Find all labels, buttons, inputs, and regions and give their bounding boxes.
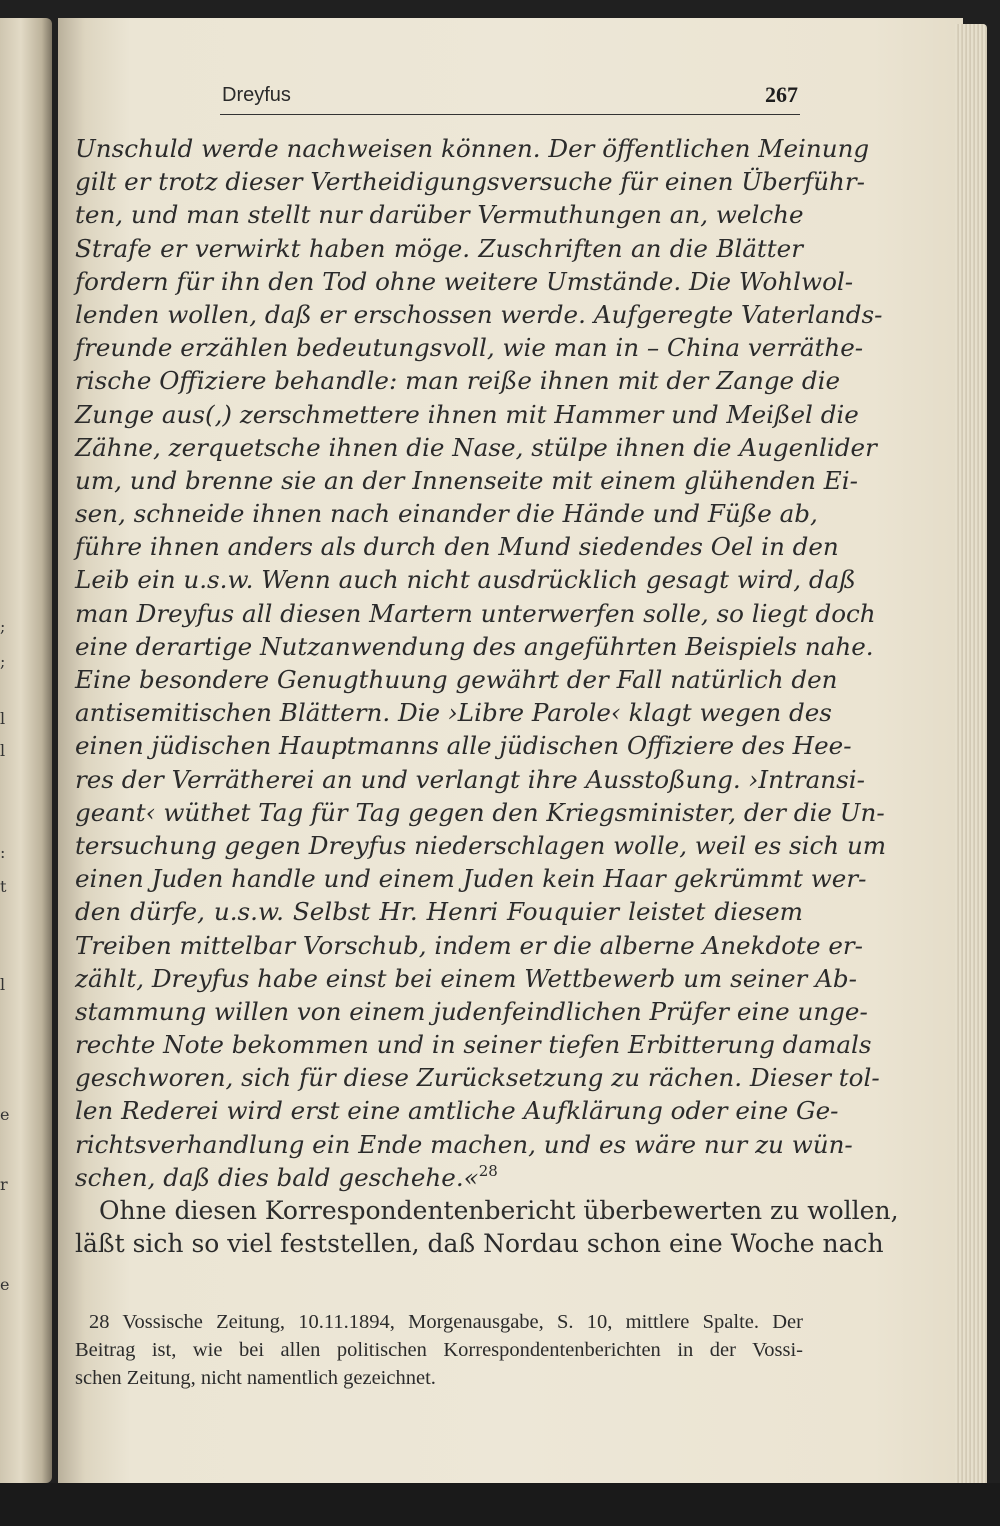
text-line: len Rederei wird erst eine amtliche Aufklärung oder eine Ge- xyxy=(75,1096,839,1126)
paragraph-first-line: Ohne diesen Korrespondentenbericht überbewerten zu wollen, xyxy=(99,1196,899,1225)
footnote-block xyxy=(75,1308,803,1392)
text-line: Leib ein u.s.w. Wenn auch nicht ausdrücklich gesagt wird, daß xyxy=(75,565,856,595)
text-line: den dürfe, u.s.w. Selbst Hr. Henri Fouquier leistet diesem xyxy=(75,897,803,927)
main-text xyxy=(75,132,899,1260)
text-line: Zunge aus(,) zerschmettere ihnen mit Hammer und Meißel die xyxy=(75,399,859,429)
text-line: gilt er trotz dieser Vertheidigungsversuche für einen Überführ- xyxy=(75,167,865,197)
text-line: zählt, Dreyfus habe einst bei einem Wettbewerb um seiner Ab- xyxy=(75,963,857,993)
text-line: läßt sich so viel feststellen, daß Nordau schon eine Woche nach xyxy=(75,1229,884,1259)
text-line: um, und brenne sie an der Innenseite mit einem glühenden Ei- xyxy=(75,465,858,495)
running-title: Dreyfus xyxy=(222,84,291,106)
scan-bottom-edge xyxy=(0,1483,1000,1526)
text-line: man Dreyfus all diesen Martern unterwerfen solle, so liegt doch xyxy=(75,598,876,628)
text-line: lenden wollen, daß er erschossen werde. Aufgeregte Vaterlands- xyxy=(75,299,883,329)
facing-page-edge xyxy=(0,18,52,1483)
facing-page-mark: l xyxy=(0,741,6,760)
text-line: Treiben mittelbar Vorschub, indem er die alberne Anekdote er- xyxy=(75,930,863,960)
page-block-edges xyxy=(955,24,987,1502)
facing-page-mark: ; xyxy=(0,617,6,636)
text-line: schen, daß dies bald geschehe.« xyxy=(75,1162,479,1192)
running-header xyxy=(220,80,800,115)
text-line: einen Juden handle und einem Juden kein Haar gekrümmt wer- xyxy=(75,864,867,894)
text-line: stammung willen von einem judenfeindlichen Prüfer eine unge- xyxy=(75,996,868,1026)
footnote-line: Beitrag ist, wie bei allen politischen Korrespondentenberichten in der Vossi- xyxy=(75,1339,803,1361)
text-line: sen, schneide ihnen nach einander die Hände und Füße ab, xyxy=(75,499,818,529)
text-line: rechte Note bekommen und in seiner tiefen Erbitterung damals xyxy=(75,1030,872,1060)
quote-end-line xyxy=(75,1161,803,1194)
text-line: antisemitischen Blättern. Die ›Libre Parole‹ klagt wegen des xyxy=(75,698,832,728)
facing-page-mark: ; xyxy=(0,652,6,671)
facing-page-mark: : xyxy=(0,843,6,862)
footnote-reference: 28 xyxy=(478,1161,498,1180)
text-line: führe ihnen anders als durch den Mund siedendes Oel in den xyxy=(75,532,839,562)
page-number: 267 xyxy=(765,82,798,107)
facing-page-mark: r xyxy=(0,1175,8,1194)
text-line: fordern für ihn den Tod ohne weitere Umstände. Die Wohlwol- xyxy=(75,266,854,296)
text-line: eine derartige Nutzanwendung des angeführten Beispiels nahe. xyxy=(75,631,874,661)
text-line: freunde erzählen bedeutungsvoll, wie man in – China verräthe- xyxy=(75,333,864,363)
footnote-line: 28 Vossische Zeitung, 10.11.1894, Morgenausgabe, S. 10, mittlere Spalte. Der xyxy=(89,1311,803,1333)
facing-page-mark: t xyxy=(0,877,7,896)
text-line: rische Offiziere behandle: man reiße ihnen mit der Zange die xyxy=(75,366,841,396)
facing-page-mark: l xyxy=(0,975,6,994)
facing-page-mark: e xyxy=(0,1275,10,1294)
text-line: Zähne, zerquetsche ihnen die Nase, stülpe ihnen die Augenlider xyxy=(75,432,877,462)
footnote-line: schen Zeitung, nicht namentlich gezeichnet. xyxy=(75,1367,436,1389)
text-line: ten, und man stellt nur darüber Vermuthungen an, welche xyxy=(75,200,804,230)
text-line: Unschuld werde nachweisen können. Der öffentlichen Meinung xyxy=(75,134,870,163)
text-line: geant‹ wüthet Tag für Tag gegen den Kriegsminister, der die Un- xyxy=(75,797,885,827)
facing-page-mark: e xyxy=(0,1105,10,1124)
text-line: tersuchung gegen Dreyfus niederschlagen wolle, weil es sich um xyxy=(75,830,887,860)
text-line: Strafe er verwirkt haben möge. Zuschriften an die Blätter xyxy=(75,233,803,263)
text-line: geschworen, sich für diese Zurücksetzung zu rächen. Dieser tol- xyxy=(75,1063,880,1093)
text-line: res der Verrätherei an und verlangt ihre Ausstoßung. ›Intransi- xyxy=(75,764,865,794)
text-line: Eine besondere Genugthuung gewährt der Fall natürlich den xyxy=(75,665,838,694)
text-line: einen jüdischen Hauptmanns alle jüdischen Offiziere des Hee- xyxy=(75,731,852,761)
text-line: richtsverhandlung ein Ende machen, und es wäre nur zu wün- xyxy=(75,1129,853,1159)
facing-page-mark: l xyxy=(0,709,6,728)
